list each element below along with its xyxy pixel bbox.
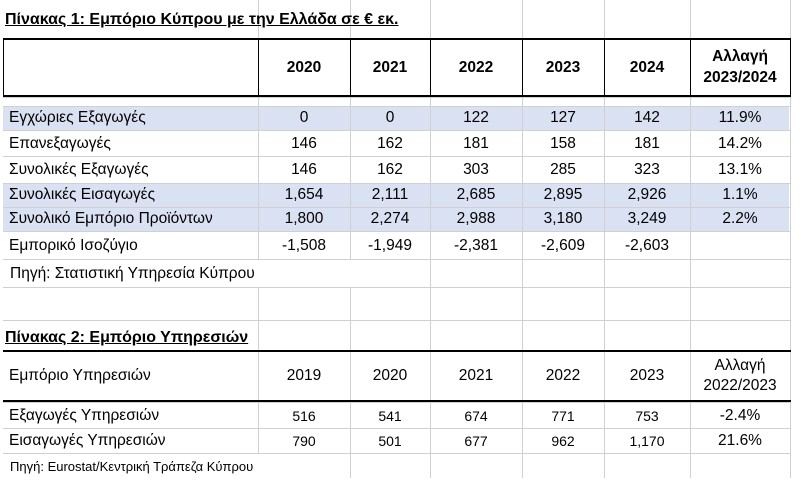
table1-year-header: 2020: [286, 58, 322, 76]
table2-source: Πηγή: Eurostat/Κεντρική Τράπεζα Κύπρου: [4, 454, 334, 478]
table1-change-header: [690, 40, 790, 95]
table2-cell: 771: [551, 407, 575, 424]
table1-row-label: Συνολικές Εξαγωγές: [9, 161, 149, 179]
table1-cell: 1,800: [284, 210, 324, 228]
grid-line: [3, 97, 790, 98]
table1-cell: 0: [299, 109, 309, 127]
table1-cell: 0: [385, 109, 395, 127]
table2-row-label: Εξαγωγές Υπηρεσιών: [9, 406, 160, 424]
table1-cell: 285: [550, 161, 576, 179]
table2-row-label: Εισαγωγές Υπηρεσιών: [9, 432, 166, 450]
table1-header-border: [3, 38, 4, 97]
table1-cell: 3,249: [627, 210, 667, 228]
table2-year-header: 2022: [545, 367, 581, 385]
table2-change-label-line1: Αλλαγή: [714, 356, 766, 374]
table2-cell: 677: [464, 433, 488, 449]
table1-change-cell: 1.1%: [722, 186, 758, 204]
table1-change-label-line2: 2023/2024: [703, 68, 777, 86]
table1-cell: -1,949: [368, 236, 412, 254]
table1-year-header: 2022: [458, 58, 494, 76]
table1-change-cell: 2.2%: [722, 210, 758, 228]
table2-change-cell: 21.6%: [718, 432, 762, 450]
table1-cell: 122: [463, 109, 489, 127]
table2-header-border: [3, 400, 791, 402]
table1-cell: 142: [634, 109, 660, 127]
table1-cell: 162: [377, 134, 403, 152]
table1-cell: 2,926: [627, 186, 667, 204]
table2-year-header: 2019: [286, 367, 322, 385]
table1-year-header: 2024: [629, 58, 665, 76]
table2-year-header: 2023: [629, 367, 665, 385]
table2-cell: 1,170: [629, 433, 665, 449]
table2-year-header: 2020: [372, 367, 408, 385]
table2-cell: 541: [378, 407, 402, 424]
table1-cell: 2,685: [456, 186, 496, 204]
table1-change-cell: 13.1%: [718, 161, 762, 179]
grid-line: [3, 287, 790, 288]
table2-cell: 516: [292, 407, 316, 424]
table1-row-label: Συνολικό Εμπόριο Προϊόντων: [9, 210, 213, 228]
table1-cell: -2,381: [454, 236, 498, 254]
table1-cell: 303: [463, 161, 489, 179]
table2-cell: 790: [292, 433, 316, 449]
table1-change-label-line1: Αλλαγή: [712, 48, 768, 66]
table1-year-header: 2021: [372, 58, 408, 76]
table1-cell: 2,111: [371, 186, 409, 204]
table2-change-cell: -2.4%: [719, 406, 761, 424]
table1-cell: 181: [463, 134, 489, 152]
table1-cell: 323: [634, 161, 660, 179]
table1-header-border: [790, 38, 791, 97]
table2-header-label: Εμπόριο Υπηρεσιών: [9, 367, 151, 385]
table1-row-label: Συνολικές Εισαγωγές: [9, 186, 156, 204]
table2-year-header: 2021: [458, 367, 494, 385]
table2-cell: 753: [635, 407, 659, 424]
table1-change-cell: 11.9%: [718, 109, 762, 127]
table1-cell: 181: [634, 134, 660, 152]
table1-cell: 3,180: [543, 210, 583, 228]
table2-cell: 674: [464, 407, 488, 424]
table1-cell: 127: [550, 109, 576, 127]
grid-line: [3, 320, 790, 321]
table2-cell: 962: [551, 433, 575, 449]
table2-change-label-line2: 2022/2023: [703, 377, 777, 394]
table1-cell: 162: [377, 161, 403, 179]
table1-cell: -1,508: [282, 236, 326, 254]
table1-cell: 2,895: [543, 186, 583, 204]
table1-change-cell: [690, 232, 790, 259]
table1-cell: -2,609: [541, 236, 585, 254]
table1-change-cell: 14.2%: [718, 134, 762, 152]
table1-row-label: Επανεξαγωγές: [9, 134, 111, 152]
table1-cell: -2,603: [625, 236, 669, 254]
table2-change-header: [690, 352, 790, 400]
table1-cell: 158: [550, 134, 576, 152]
table1-source: Πηγή: Στατιστική Υπηρεσία Κύπρου: [4, 260, 354, 287]
table2-cell: 501: [378, 433, 402, 449]
table1-row-label: Εγχώριες Εξαγωγές: [9, 109, 146, 127]
table2-title: Πίνακας 2: Εμπόριο Υπηρεσιών: [5, 329, 252, 347]
table1-cell: 1,654: [284, 186, 324, 204]
table1-row-label: Εμπορικό Ισοζύγιο: [9, 236, 138, 254]
table1-cell: 146: [291, 161, 317, 179]
table1-cell: 2,988: [456, 210, 496, 228]
table1-title: Πίνακας 1: Εμπόριο Κύπρου με την Ελλάδα σε € εκ.: [5, 11, 399, 28]
table1-cell: 2,274: [370, 210, 410, 228]
table1-year-header: 2023: [545, 58, 581, 76]
table1-cell: 146: [291, 134, 317, 152]
table1-header-border: [3, 95, 791, 97]
